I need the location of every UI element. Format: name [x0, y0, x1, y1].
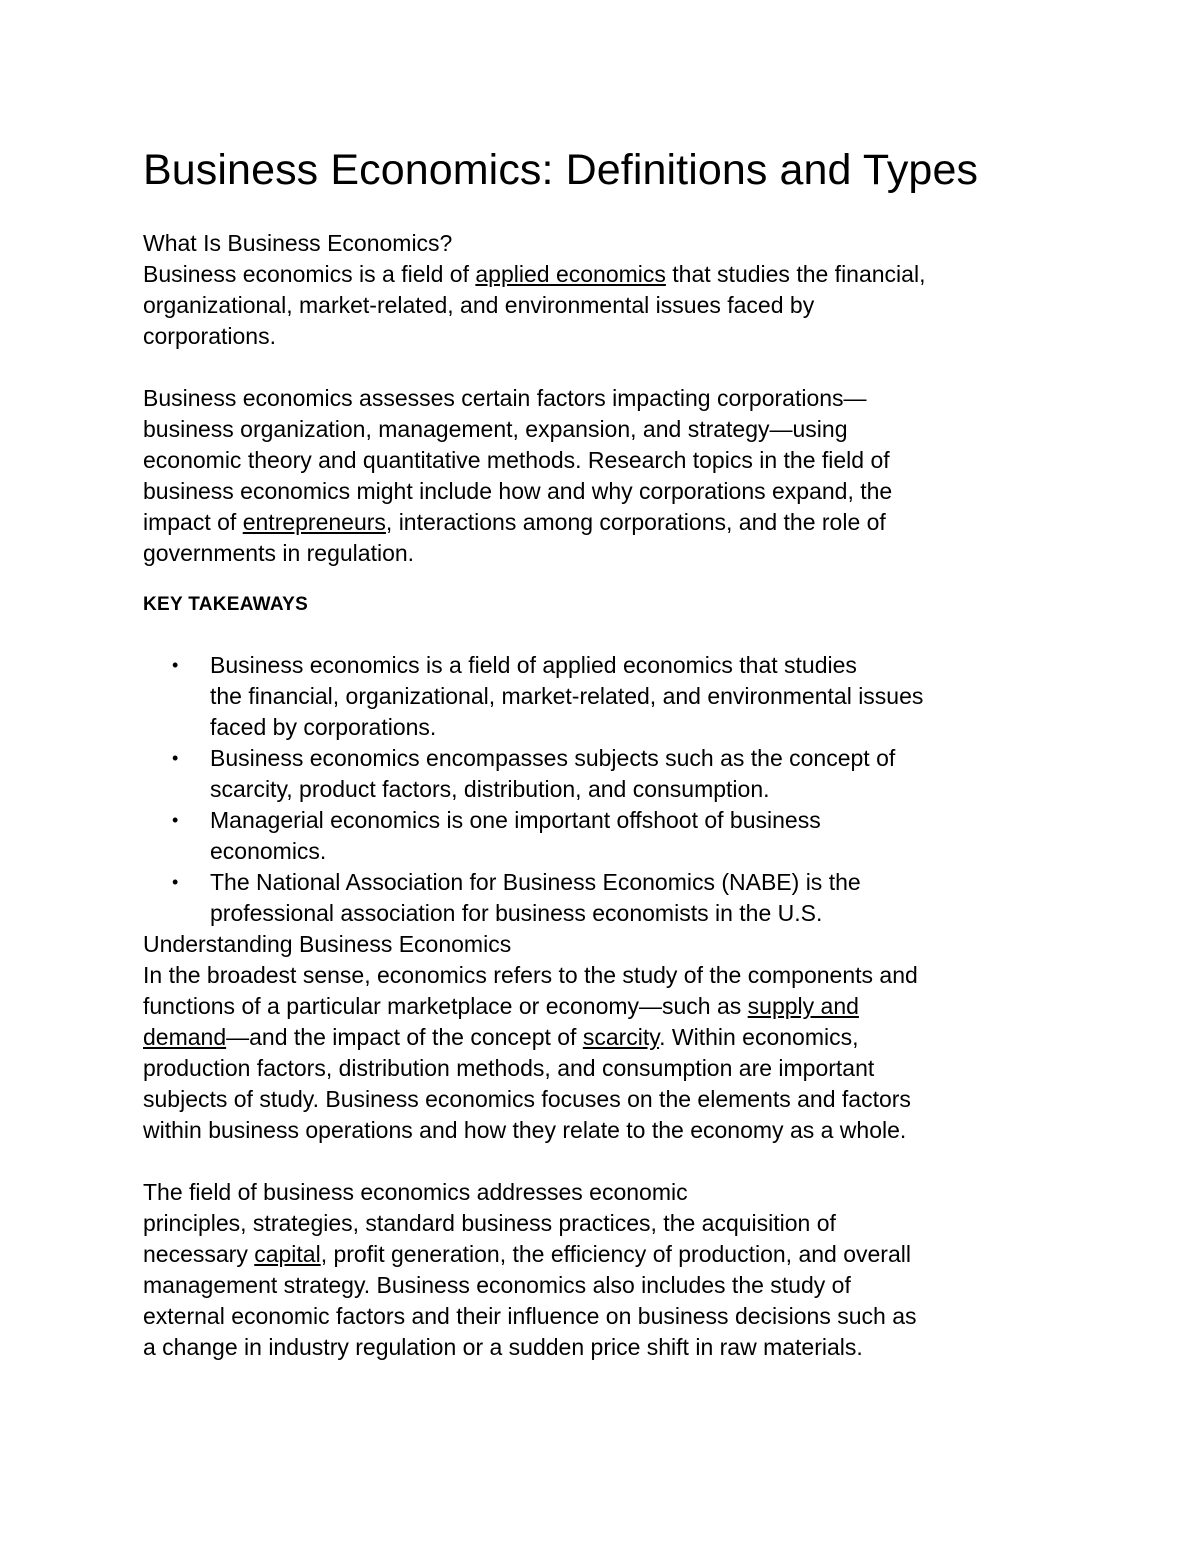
- link-supply-and-demand[interactable]: supply and: [747, 993, 859, 1019]
- paragraph-broadest-sense: In the broadest sense, economics refers to the study of the components and functions of a particular marketplace or economy—such as supply and demand—and the impact of the concept of scarcity. Within economics, production factors, distribution methods, and consumption are important subjects of study. Business economics focuses on the elements and factors within business operations and how they relate to the economy as a whole.: [143, 962, 918, 1143]
- link-supply-and-demand-cont[interactable]: demand: [143, 1024, 227, 1050]
- list-item: • Business economics is a field of applied economics that studies the financial, organizational, market-related, and environmental issues faced by corporations.: [172, 652, 924, 740]
- list-item: • Managerial economics is one important offshoot of business economics.: [172, 807, 821, 864]
- paragraph-assessment: Business economics assesses certain factors impacting corporations— business organization, management, expansion, and strategy—using economic theory and quantitative methods. Research topics in the field of business economics might include how and why corporations expand, the impact of entrepreneurs, interactions among corporations, and the role of governments in regulation.: [143, 385, 893, 566]
- list-item: • Business economics encompasses subjects such as the concept of scarcity, product factors, distribution, and consumption.: [172, 745, 896, 802]
- document-title: Business Economics: Definitions and Types: [143, 146, 979, 194]
- key-takeaways-list: [143, 650, 1063, 929]
- bullet-icon: •: [172, 810, 179, 830]
- paragraph-field-addresses: The field of business economics addresses economic principles, strategies, standard business practices, the acquisition of necessary capital, profit generation, the efficiency of production, and overall management strategy. Business economics also includes the study of external economic factors and their influence on business decisions such as a change in industry regulation or a sudden price shift in raw materials.: [143, 1179, 917, 1360]
- bullet-icon: •: [172, 748, 179, 768]
- link-entrepreneurs[interactable]: entrepreneurs: [242, 509, 386, 535]
- list-item: • The National Association for Business Economics (NABE) is the professional association for business economists in the U.S.: [172, 869, 861, 926]
- section-heading-what-is: What Is Business Economics?: [143, 230, 453, 256]
- bullet-icon: •: [172, 872, 179, 892]
- link-capital[interactable]: capital: [254, 1241, 321, 1267]
- key-takeaways-heading: KEY TAKEAWAYS: [143, 594, 309, 615]
- bullet-icon: •: [172, 655, 179, 675]
- document-page: [143, 140, 1063, 1363]
- section-heading-understanding: Understanding Business Economics: [143, 931, 512, 957]
- paragraph-definition: Business economics is a field of applied economics that studies the financial, organizational, market-related, and environmental issues faced by corporations.: [143, 261, 926, 349]
- link-applied-economics[interactable]: applied economics: [475, 261, 666, 287]
- link-scarcity[interactable]: scarcity: [582, 1024, 660, 1050]
